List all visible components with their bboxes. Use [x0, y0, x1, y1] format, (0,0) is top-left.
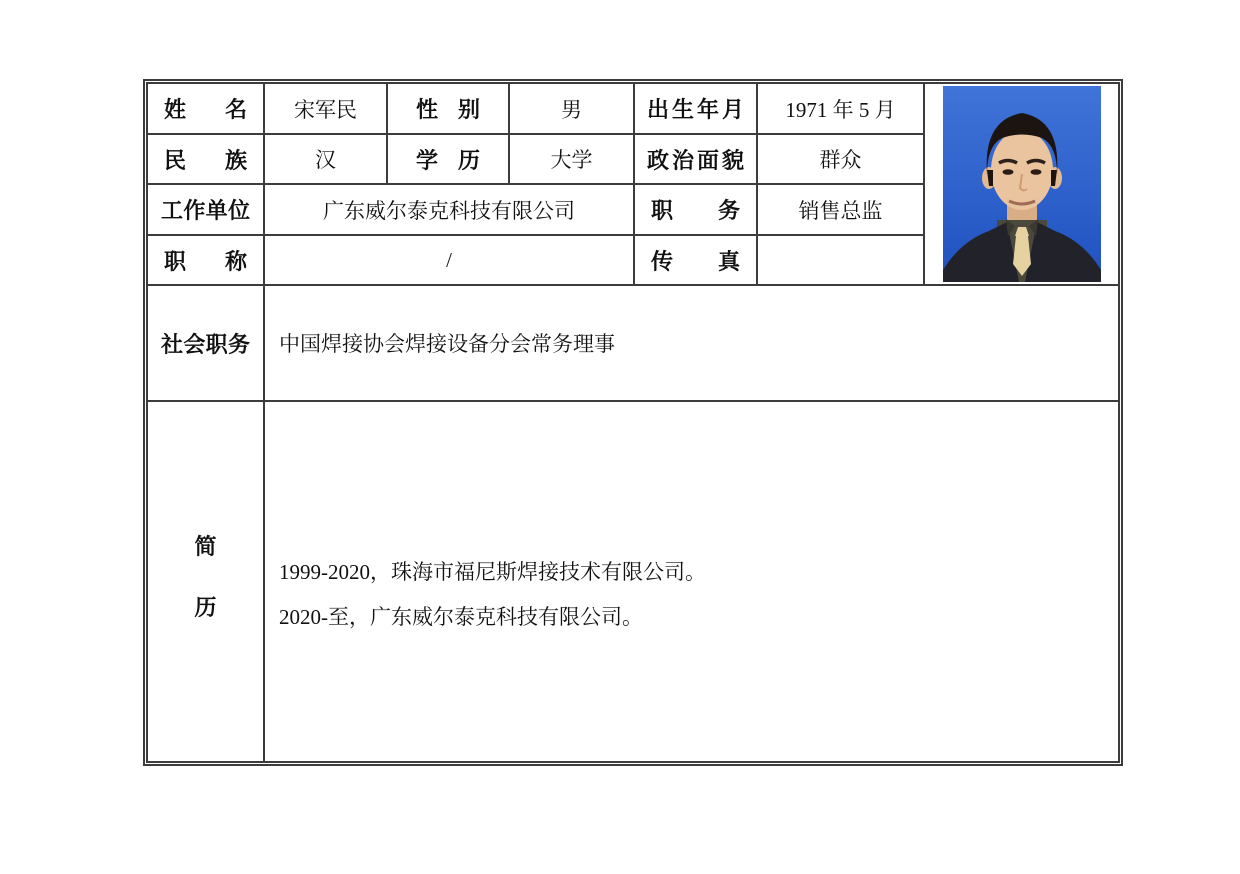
- work-unit-label-cell: [148, 185, 265, 236]
- work-unit-label: 工 作 单 位: [161, 198, 250, 223]
- social-post-label-cell: [148, 286, 265, 402]
- ethnicity-label-cell: [148, 135, 265, 185]
- gender-label-cell: [388, 84, 510, 135]
- birth-date-label-cell: [635, 84, 758, 135]
- ethnicity-value: 汉: [265, 135, 388, 185]
- id-photo: [943, 86, 1101, 282]
- education-label-cell: [388, 135, 510, 185]
- work-unit-value: 广东威尔泰克科技有限公司: [265, 185, 635, 236]
- education-label: 学 历: [416, 147, 480, 173]
- gender-label: 性 别: [416, 97, 480, 122]
- fax-value: [758, 236, 925, 286]
- fax-label: 传 真: [651, 248, 740, 274]
- professional-title-label: 职 称: [164, 248, 247, 274]
- professional-title-label-cell: [148, 236, 265, 286]
- name-value: 宋军民: [265, 84, 388, 135]
- political-status-label-cell: [635, 135, 758, 185]
- social-post-label: 社 会 职 务: [161, 331, 250, 357]
- position-label: 职 务: [651, 198, 740, 223]
- profile-table-border: [143, 79, 1123, 766]
- resume-label: 简 历: [194, 533, 217, 620]
- resume-label-cell: [148, 402, 265, 761]
- fax-label-cell: [635, 236, 758, 286]
- photo-cell: [925, 84, 1118, 286]
- resume-line-2: 2020-至，广东威尔泰克科技有限公司。: [279, 604, 643, 629]
- position-value: 销售总监: [758, 185, 925, 236]
- profile-table: [148, 84, 1118, 761]
- resume-value: [265, 402, 1118, 761]
- political-status-value: 群众: [758, 135, 925, 185]
- birth-date-value: 1971 年 5 月: [758, 84, 925, 135]
- position-label-cell: [635, 185, 758, 236]
- name-label: 姓 名: [164, 97, 247, 122]
- social-post-value: 中国焊接协会焊接设备分会常务理事: [265, 286, 1118, 402]
- resume-line-1: 1999-2020，珠海市福尼斯焊接技术有限公司。: [279, 560, 706, 585]
- education-value: 大学: [510, 135, 635, 185]
- name-label-cell: [148, 84, 265, 135]
- ethnicity-label: 民 族: [164, 147, 247, 173]
- gender-value: 男: [510, 84, 635, 135]
- political-status-label: 政 治 面 貌: [647, 147, 744, 173]
- birth-date-label: 出 生 年 月: [647, 97, 744, 122]
- professional-title-value: /: [265, 236, 635, 286]
